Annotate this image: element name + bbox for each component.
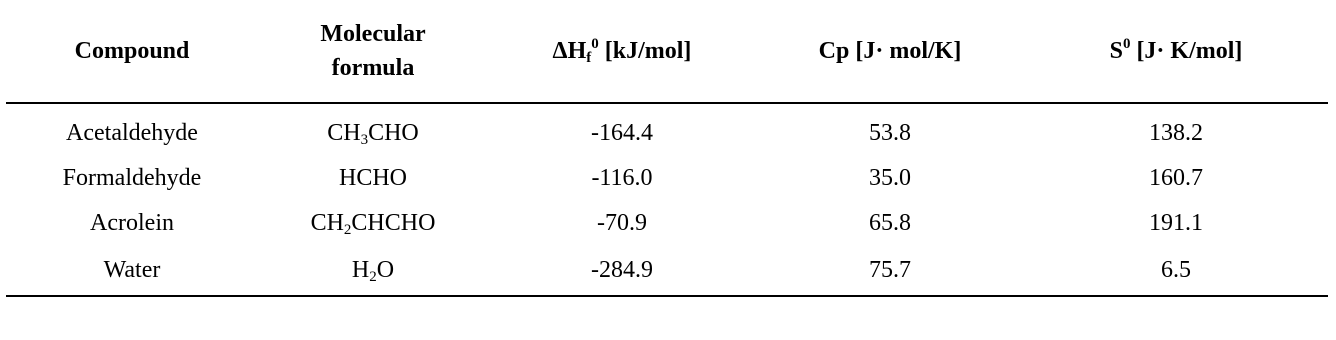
cell-formula — [258, 155, 488, 200]
header-enthalpy-prefix: ΔH — [552, 38, 587, 64]
header-entropy — [1024, 0, 1328, 103]
cell-entropy: 160.7 — [1149, 164, 1203, 191]
formula-subscript: 2 — [369, 269, 377, 285]
formula-part: CHCHO — [351, 209, 436, 236]
thermo-data-table-container — [6, 0, 1328, 340]
cell-entropy: 6.5 — [1024, 245, 1328, 296]
cell-heat-capacity: 75.7 — [756, 245, 1024, 296]
cell-heat-capacity: 65.8 — [869, 209, 911, 236]
header-heat-capacity: Cp [J· mol/K] — [756, 0, 1024, 103]
cell-enthalpy: -70.9 — [597, 209, 647, 236]
formula-part: CHO — [368, 119, 419, 146]
thermo-data-table — [6, 0, 1328, 297]
header-formula-line1: Molecular — [320, 21, 426, 47]
cell-compound: Acrolein — [90, 209, 174, 236]
cell-enthalpy: -284.9 — [488, 245, 756, 296]
cell-heat-capacity: 53.8 — [869, 119, 911, 146]
cell-compound: Formaldehyde — [62, 164, 202, 191]
cell-heat-capacity: 35.0 — [869, 164, 911, 191]
formula-part: CH — [327, 119, 361, 146]
cell-enthalpy: -164.4 — [591, 119, 653, 146]
header-enthalpy-sub: f — [586, 50, 592, 66]
header-molecular-formula — [258, 0, 488, 103]
formula-part: O — [376, 257, 395, 283]
table-header-row — [6, 0, 1328, 103]
formula-part: H — [351, 257, 370, 283]
table-row — [6, 200, 1328, 245]
cell-compound: Water — [6, 245, 258, 296]
formula-subscript: 3 — [360, 131, 369, 148]
header-entropy-suffix: [J· K/mol] — [1130, 38, 1243, 64]
formula-part: HCHO — [338, 164, 407, 191]
formula-subscript: 2 — [343, 221, 352, 238]
header-enthalpy — [488, 0, 756, 103]
header-compound: Compound — [6, 0, 258, 103]
table-row — [6, 103, 1328, 155]
cell-formula — [258, 245, 488, 296]
header-formula-line2: formula — [331, 55, 415, 81]
header-entropy-prefix: S — [1109, 38, 1123, 64]
cell-formula — [258, 103, 488, 155]
cell-compound: Acetaldehyde — [66, 119, 198, 146]
header-entropy-sup: 0 — [1122, 36, 1131, 52]
cell-formula — [258, 200, 488, 245]
cell-enthalpy: -116.0 — [591, 164, 653, 191]
header-enthalpy-sup: 0 — [591, 36, 599, 52]
table-row — [6, 155, 1328, 200]
cell-entropy: 138.2 — [1149, 119, 1203, 146]
formula-part: CH — [310, 209, 344, 236]
table-row — [6, 245, 1328, 296]
header-enthalpy-suffix: [kJ/mol] — [598, 38, 692, 64]
cell-entropy: 191.1 — [1149, 209, 1203, 236]
